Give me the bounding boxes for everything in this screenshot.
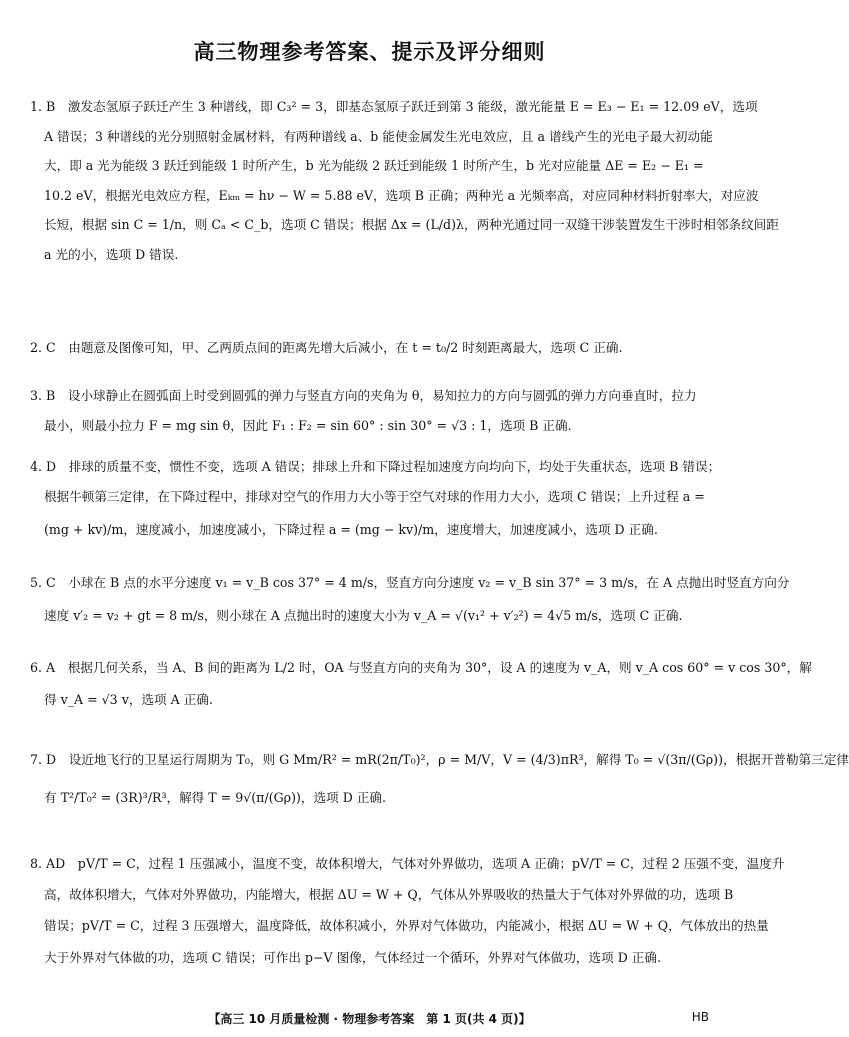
answer-6 (30, 652, 812, 716)
answer-8-line-1: 8. AD pV/T = C，过程 1 压强减小，温度不变，故体积增大，气体对外界做功，选项 A 正确；pV/T = C，过程 2 压强不变，温度升 (30, 856, 785, 871)
page-footer: 【高三 10 月质量检测 · 物理参考答案 第 1 页(共 4 页)】 (208, 1012, 531, 1026)
answer-4-line-2: 根据牛顿第三定律，在下降过程中，排球对空气的作用力大小等于空气对球的作用力大小，选项 C 错误；上升过程 a = (44, 488, 705, 504)
answer-1-line-5: 长短，根据 sin C = 1/n，则 Cₐ < C_b，选项 C 错误；根据 Δx = (L/d)λ，两种光通过同一双缝干涉装置发生干涉时相邻条纹间距 (44, 217, 779, 232)
answer-8 (30, 848, 785, 974)
answer-1-line-4: 10.2 eV，根据光电效应方程，Eₖₘ = hν − W = 5.88 eV，选项 B 正确；两种光 a 光频率高，对应同种材料折射率大，对应波 (44, 187, 759, 203)
answer-1-line-1: 1. B 激发态氢原子跃迁产生 3 种谱线，即 C₃² = 3，即基态氢原子跃迁到第 3 能级，激光能量 E = E₃ − E₁ = 12.09 eV，选项 (30, 99, 758, 114)
answer-5-line-1: 5. C 小球在 B 点的水平分速度 v₁ = v_B cos 37° = 4 m/s，竖直方向分速度 v₂ = v_B sin 37° = 3 m/s，在 A 点抛出时竖直方向分 (30, 575, 790, 590)
answer-7 (30, 742, 849, 818)
answer-1-line-3: 大，即 a 光为能级 3 跃迁到能级 1 时所产生，b 光为能级 2 跃迁到能级 1 时所产生，b 光对应能量 ΔE = E₂ − E₁ = (44, 158, 704, 173)
answer-2-line-1: 2. C 由题意及图像可知，甲、乙两质点间的距离先增大后减小，在 t = t₀/2 时刻距离最大，选项 C 正确. (30, 340, 623, 355)
answer-8-line-4: 大于外界对气体做的功，选项 C 错误；可作出 p−V 图像，气体经过一个循环，外界对气体做功，选项 D 正确. (44, 950, 661, 965)
page-title: 高三物理参考答案、提示及评分细则 (193, 40, 546, 64)
answer-1 (30, 92, 779, 269)
answer-6-line-2: 得 v_A = √3 v，选项 A 正确. (44, 692, 213, 707)
answer-7-line-1: 7. D 设近地飞行的卫星运行周期为 T₀，则 G Mm/R² = mR(2π/T₀)²，ρ = M/V，V = (4/3)πR³，解得 T₀ = √(3π/(Gρ))，根据开普勒第三定律 (30, 752, 849, 767)
answer-5-line-2: 速度 v′₂ = v₂ + gt = 8 m/s，则小球在 A 点抛出时的速度大小为 v_A = √(v₁² + v′₂²) = 4√5 m/s，选项 C 正确. (44, 607, 683, 623)
answer-5 (30, 568, 790, 634)
answer-3-line-2: 最小，则最小拉力 F = mg sin θ，因此 F₁ : F₂ = sin 60° : sin 30° = √3 : 1，选项 B 正确. (44, 417, 572, 433)
answer-2 (30, 333, 715, 363)
answer-4 (30, 452, 721, 549)
answer-3 (30, 381, 715, 440)
answer-3-line-1: 3. B 设小球静止在圆弧面上时受到圆弧的弹力与竖直方向的夹角为 θ，易知拉力的方向与圆弧的弹力方向垂直时，拉力 (30, 388, 697, 403)
answer-4-line-1: 4. D 排球的质量不变，惯性不变，选项 A 错误；排球上升和下降过程加速度方向均向下，均处于失重状态，选项 B 错误； (30, 459, 721, 474)
page-tag: HB (691, 1010, 709, 1024)
answer-6-line-1: 6. A 根据几何关系，当 A、B 间的距离为 L/2 时，OA 与竖直方向的夹角为 30°，设 A 的速度为 v_A，则 v_A cos 60° = v cos 30°，解 (30, 660, 812, 675)
answer-8-line-2: 高，故体积增大，气体对外界做功，内能增大，根据 ΔU = W + Q，气体从外界吸收的热量大于气体对外界做的功，选项 B (44, 887, 734, 902)
answer-1-line-2: A 错误；3 种谱线的光分别照射金属材料，有两种谱线 a、b 能使金属发生光电效应，且 a 谱线产生的光电子最大初动能 (44, 128, 713, 144)
answer-7-line-2: 有 T²/T₀² = (3R)³/R³，解得 T = 9√(π/(Gρ))，选项 D 正确. (44, 790, 386, 805)
answer-8-line-3: 错误；pV/T = C，过程 3 压强增大，温度降低，故体积减小，外界对气体做功，内能减小，根据 ΔU = W + Q，气体放出的热量 (44, 918, 769, 933)
answer-1-line-6: a 光的小，选项 D 错误. (44, 246, 179, 262)
answer-4-line-3: (mg + kv)/m，速度减小，加速度减小，下降过程 a = (mg − kv)/m，速度增大，加速度减小，选项 D 正确. (44, 522, 658, 537)
